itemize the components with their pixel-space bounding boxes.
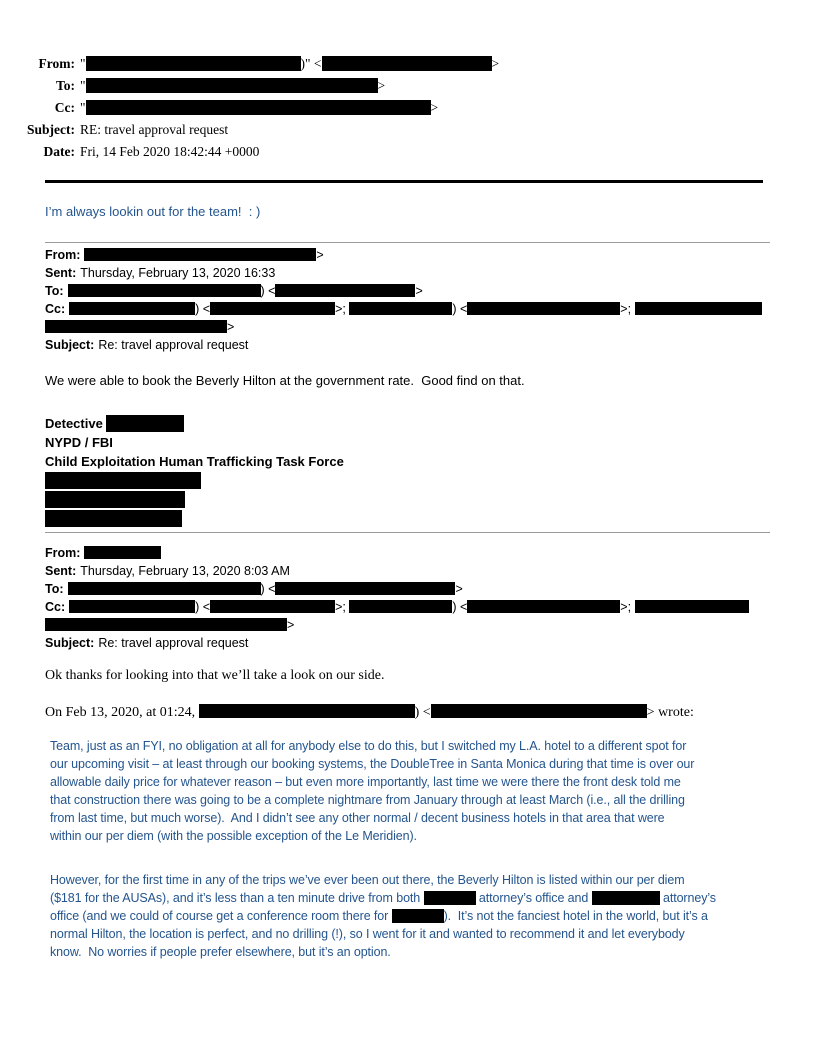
redaction-bar [349,600,452,613]
text-segment: ) < [414,705,431,720]
to-label: To: [45,284,64,298]
text-segment: " [80,78,86,93]
subject-label: Subject: [27,122,75,137]
redaction-bar [431,704,647,718]
sent-label: Sent: [45,266,77,280]
header-row-date [0,141,770,163]
quoted-line [50,773,810,791]
to-label: To: [45,582,64,596]
attribution-line [45,704,694,721]
redaction-bar [275,284,415,297]
redaction-bar [592,891,660,905]
redaction-bar [68,284,261,297]
quote2-row-to [45,580,805,598]
sent-value [80,266,275,280]
text-segment: office (and we could of course get a conference room there for [50,909,392,923]
signature-line-redacted-3 [45,509,344,528]
sent-value [80,564,290,578]
quote1-header [45,246,805,354]
redaction-bar [392,909,444,923]
date-label: Date: [43,144,75,159]
redaction-bar [45,320,227,333]
signature-line-detective [45,414,344,433]
text-segment: > [227,320,235,334]
text-segment: >; [620,302,635,316]
to-value [68,582,463,596]
text-segment: ) < [452,302,468,316]
redaction-bar [210,302,335,315]
text-segment: normal Hilton, the location is perfect, and no drilling (!), so I went for it and wanted to recommend it and let everybody [50,927,685,941]
header-row-cc [0,97,770,119]
header-row-from [0,53,770,75]
redaction-bar [467,600,620,613]
redaction-bar [69,302,195,315]
to-value [68,284,423,298]
text-segment: know. No worries if people prefer elsewhere, but it’s an option. [50,945,391,959]
text-segment: ) < [452,600,468,614]
quote2-row-subject [45,634,805,652]
quoted-line [50,943,810,961]
text-segment: )" < [300,56,322,71]
reply-note-text: I’m always lookin out for the team! : ) [45,204,261,219]
redaction-bar [322,56,492,71]
from-value [80,56,499,71]
header-row-subject [0,119,770,141]
signature-line-redacted-2 [45,490,344,509]
redaction-bar [86,100,431,115]
quote1-row-from [45,246,805,264]
quote2-header [45,544,805,652]
subject-value [80,122,228,137]
redaction-bar [45,618,287,631]
from-value [84,546,161,560]
redaction-bar [210,600,335,613]
quote1-row-to [45,282,805,300]
from-label: From: [45,546,81,560]
cc-continuation-value [45,618,294,632]
quoted-line [50,871,810,889]
quoted-paragraph-1 [50,737,810,845]
text-segment: >; [335,600,350,614]
quote1-row-sent [45,264,805,282]
text-segment: > [430,100,439,115]
text-segment: Re: travel approval request [98,636,249,650]
quoted-line [50,889,810,907]
text-segment: > [415,284,423,298]
text-segment: NYPD / FBI [45,435,113,450]
redaction-bar [84,248,316,261]
redaction-bar [45,510,182,527]
quote1-row-subject [45,336,805,354]
text-segment: ) < [260,582,276,596]
text-segment: >; [335,302,350,316]
quote1-body-text: We were able to book the Beverly Hilton at the government rate. Good find on that. [45,373,525,388]
quoted-message [50,737,810,961]
redaction-bar [635,600,749,613]
quote1-row-cc [45,300,805,318]
quote2-row-sent [45,562,805,580]
text-segment: " [80,56,86,71]
text-segment: > [455,582,463,596]
cc-value [69,600,748,614]
subject-label: Subject: [45,338,95,352]
text-segment: Thursday, February 13, 2020 16:33 [80,266,276,280]
to-value [80,78,385,93]
text-segment: > [491,56,500,71]
cc-label: Cc: [45,600,66,614]
divider-thin-1 [45,242,770,243]
quoted-line [50,737,810,755]
mail-header [0,53,770,163]
cc-value [80,100,438,115]
text-segment: ) < [195,302,211,316]
cc-label: Cc: [54,100,75,115]
redaction-bar [349,302,452,315]
subject-value [98,338,248,352]
cc-value [69,302,761,316]
redaction-bar [106,415,184,432]
date-value [80,144,259,159]
quoted-line [50,791,810,809]
redaction-bar [68,582,261,595]
text-segment: RE: travel approval request [80,122,229,137]
redaction-bar [424,891,476,905]
quote2-row-from [45,544,805,562]
text-segment: " [80,100,86,115]
text-segment: ($181 for the AUSAs), and it’s less than a ten minute drive from both [50,891,424,905]
redaction-bar [86,78,378,93]
sent-label: Sent: [45,564,77,578]
text-segment: allowable daily price for whatever reason – but even more importantly, last time we were there the front desk told me [50,775,681,789]
redaction-bar [84,546,161,559]
signature-block [45,414,344,528]
text-segment: Detective [45,416,107,431]
signature-line-taskforce [45,452,344,471]
text-segment: ). It’s not the fanciest hotel in the world, but it’s a [443,909,708,923]
text-segment: > [377,78,386,93]
redaction-bar [45,472,201,489]
subject-value [98,636,248,650]
quote2-body-text: Ok thanks for looking into that we’ll take a look on our side. [45,668,385,683]
text-segment: that construction there was going to be a complete nightmare from January through at least March (i.e., all the drilling [50,793,685,807]
text-segment: On Feb 13, 2020, at 01:24, [45,705,199,720]
to-label: To: [55,78,75,93]
quote2-row-cc-continuation [45,616,805,634]
divider-thick [45,180,763,183]
quoted-paragraph-2 [50,871,810,961]
quote1-row-cc-continuation [45,318,805,336]
redaction-bar [275,582,455,595]
cc-continuation-value [45,320,234,334]
text-segment: > [316,248,324,262]
text-segment: > [287,618,295,632]
text-segment: Fri, 14 Feb 2020 18:42:44 +0000 [80,144,260,159]
text-segment: Child Exploitation Human Trafficking Task Force [45,454,344,469]
text-segment: However, for the first time in any of the trips we’ve ever been out there, the Beverly Hilton is listed within our per diem [50,873,685,887]
from-label: From: [45,248,81,262]
text-segment: >; [620,600,635,614]
subject-label: Subject: [45,636,95,650]
redaction-bar [635,302,762,315]
text-segment: our upcoming visit – at least through our booking systems, the DoubleTree in Santa Monica during that time is over our [50,757,695,771]
quote2-row-cc [45,598,805,616]
quoted-line [50,809,810,827]
text-segment: ) < [195,600,211,614]
from-label: From: [38,56,75,71]
redaction-bar [86,56,301,71]
text-segment: Team, just as an FYI, no obligation at all for anybody else to do this, but I switched my L.A. hotel to a different spot for [50,739,687,753]
cc-label: Cc: [45,302,66,316]
quoted-line [50,925,810,943]
signature-line-agency [45,433,344,452]
header-row-to [0,75,770,97]
signature-line-redacted-1 [45,471,344,490]
quoted-line [50,827,810,845]
from-value [84,248,323,262]
text-segment: Thursday, February 13, 2020 8:03 AM [80,564,290,578]
redaction-bar [45,491,185,508]
text-segment: Re: travel approval request [98,338,249,352]
text-segment: attorney’s office and [475,891,592,905]
quoted-line [50,755,810,773]
text-segment: from last time, but much worse). And I didn’t see any other normal / decent business hotels in that area that were [50,811,665,825]
text-segment: within our per diem (with the possible exception of the Le Meridien). [50,829,417,843]
redaction-bar [199,704,415,718]
redaction-bar [69,600,195,613]
text-segment: attorney’s [659,891,716,905]
divider-thin-2 [45,532,770,533]
redaction-bar [467,302,620,315]
text-segment: > wrote: [646,705,694,720]
text-segment: ) < [260,284,276,298]
quoted-line [50,907,810,925]
